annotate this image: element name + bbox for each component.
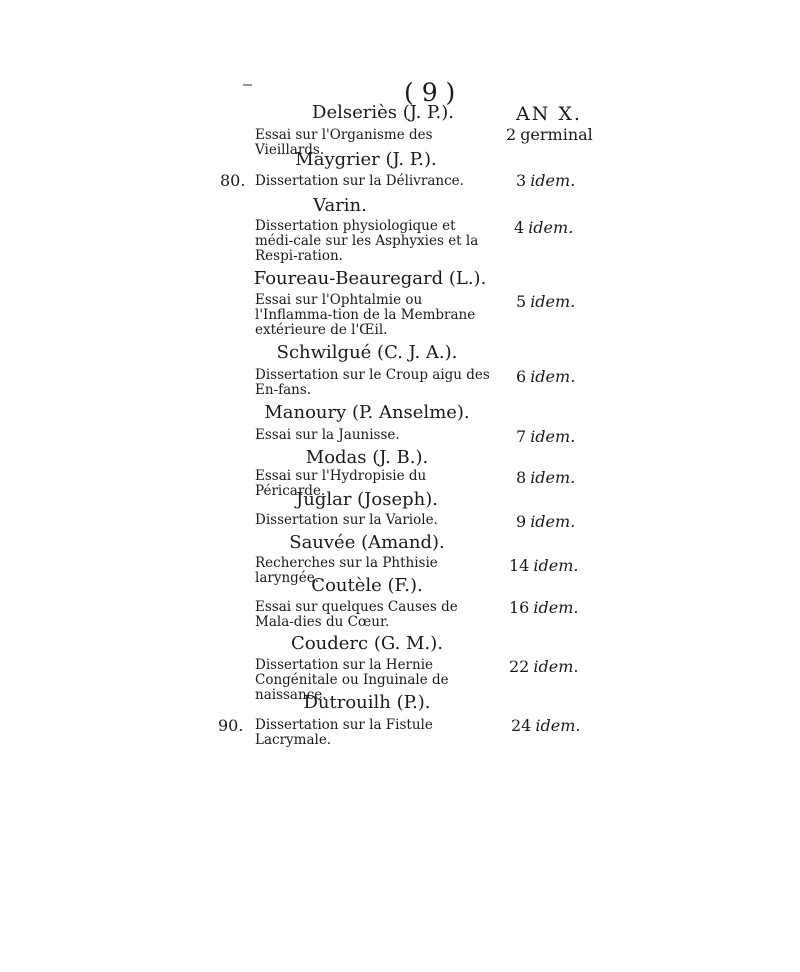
date-day: 4: [514, 218, 525, 237]
date-word: idem.: [530, 367, 576, 386]
thesis-title: Essai sur l'Hydropisie du Péricarde.: [255, 468, 427, 499]
thesis-title: Dissertation sur la Hernie Congénitale ou Inguinale de naissance.: [255, 657, 449, 703]
defense-date: [516, 512, 575, 531]
author-name: Couderc (G. M.).: [291, 633, 443, 654]
date-word: idem.: [528, 218, 574, 237]
date-day: 14: [509, 556, 530, 575]
author-name: Delseriès (J. P.).: [312, 102, 454, 123]
defense-date: [514, 218, 573, 237]
date-word: idem.: [530, 512, 576, 531]
date-word: idem.: [530, 292, 576, 311]
defense-date: [516, 171, 575, 190]
thesis-title: Recherches sur la Phthisie laryngée.: [255, 555, 438, 586]
thesis-title: Essai sur la Jaunisse.: [255, 427, 400, 443]
date-word: germinal: [520, 125, 593, 144]
date-day: 9: [516, 512, 527, 531]
date-day: 22: [509, 657, 530, 676]
author-name: Foureau-Beauregard (L.).: [253, 268, 487, 289]
date-word: idem.: [533, 556, 579, 575]
date-day: 3: [516, 171, 527, 190]
author-name: Modas (J. B.).: [305, 447, 429, 468]
defense-date: [516, 367, 575, 386]
date-word: idem.: [530, 427, 576, 446]
author-name: Maygrier (J. P.).: [295, 149, 437, 170]
page-number: ( 9 ): [404, 78, 456, 107]
date-day: 16: [509, 598, 530, 617]
defense-date: [509, 556, 578, 575]
date-day: 8: [516, 468, 527, 487]
margin-number: 80.: [220, 171, 246, 190]
date-day: 6: [516, 367, 527, 386]
defense-date: [516, 427, 575, 446]
thesis-title: Dissertation sur la Variole.: [255, 512, 438, 528]
defense-date: [509, 657, 578, 676]
stray-mark: [243, 84, 252, 86]
date-day: 2: [506, 125, 517, 144]
date-day: 24: [511, 716, 532, 735]
author-name: Juglar (Joseph).: [296, 489, 438, 510]
date-day: 7: [516, 427, 527, 446]
thesis-title: Dissertation physiologique et médi-cale sur les Asphyxies et la Respi-ration.: [255, 218, 479, 264]
date-day: 5: [516, 292, 527, 311]
date-word: idem.: [535, 716, 581, 735]
margin-number: 90.: [218, 716, 244, 735]
date-word: idem.: [530, 468, 576, 487]
thesis-title: Dissertation sur la Fistule Lacrymale.: [255, 717, 433, 748]
author-name: Dutrouilh (P.).: [303, 692, 431, 713]
author-name: Sauvée (Amand).: [289, 532, 445, 553]
author-name: Coutèle (F.).: [311, 575, 423, 596]
defense-date: [511, 716, 580, 735]
date-word: idem.: [533, 598, 579, 617]
defense-date: [509, 598, 578, 617]
defense-date: [516, 292, 575, 311]
year-header: AN X.: [516, 103, 582, 125]
thesis-title: Essai sur l'Ophtalmie ou l'Inflamma-tion de la Membrane extérieure de l'Œil.: [255, 292, 476, 338]
author-name: Manoury (P. Anselme).: [264, 402, 470, 423]
defense-date: [506, 125, 593, 144]
author-name: Varin.: [313, 195, 367, 216]
thesis-title: Essai sur l'Organisme des Vieillards.: [255, 127, 433, 158]
date-word: idem.: [530, 171, 576, 190]
thesis-title: Essai sur quelques Causes de Mala-dies du Cœur.: [255, 599, 458, 630]
defense-date: [516, 468, 575, 487]
date-word: idem.: [533, 657, 579, 676]
thesis-title: Dissertation sur le Croup aigu des En-fans.: [255, 367, 490, 398]
thesis-title: Dissertation sur la Délivrance.: [255, 173, 464, 189]
author-name: Schwilgué (C. J. A.).: [276, 342, 458, 363]
